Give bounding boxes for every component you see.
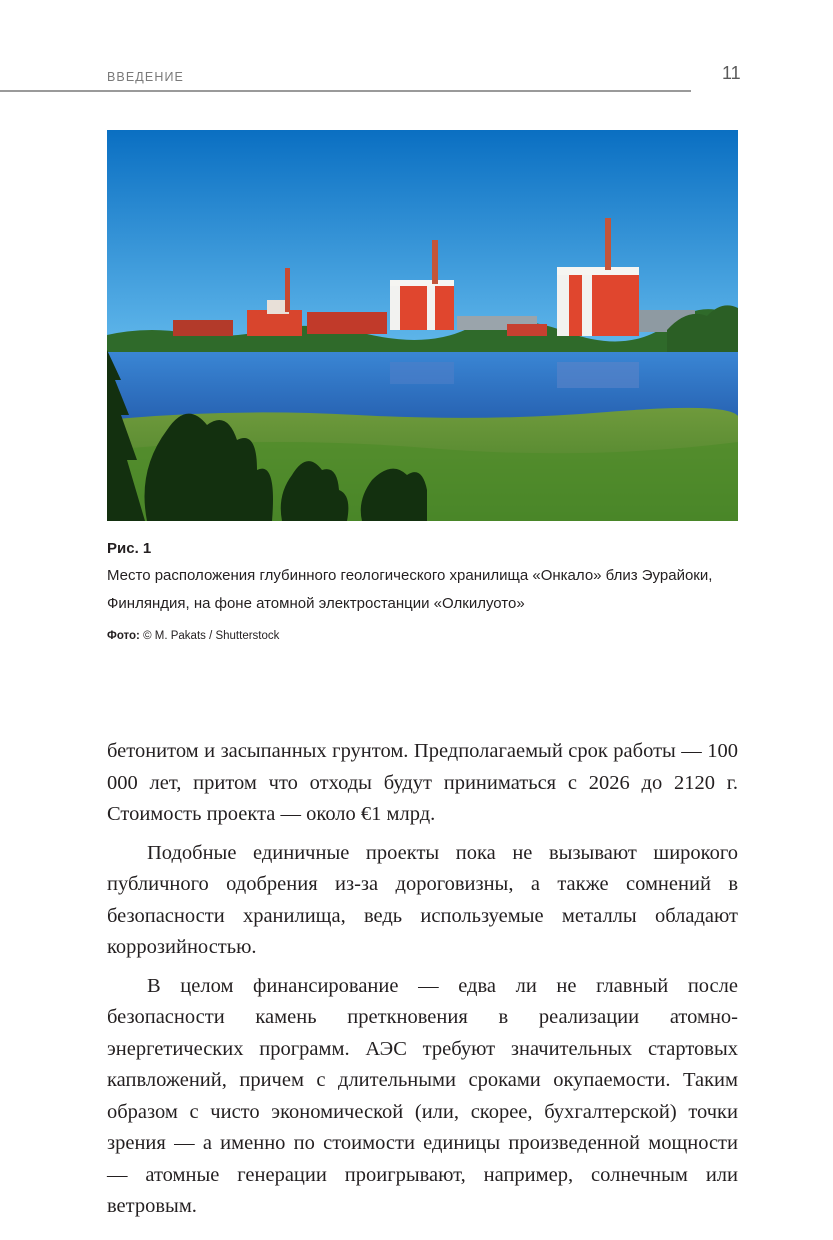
figure-photo xyxy=(107,130,738,521)
running-head: ВВЕДЕНИЕ xyxy=(107,70,184,84)
paragraph: В целом финансирование — едва ли не главный после безопасности камень преткновения в реализации атомно-энергетических программ. АЭС требуют значительных стартовых капвложений, причем с длительными сроками окупаемости. Таким образом с чисто экономической (или, скорее, бухгалтерской) точки зрения — а именно по стоимости единицы произведенной мощности — атомные генерации проигрывают, например, солнечным или ветровым. xyxy=(107,974,738,1217)
figure-label: Рис. 1 xyxy=(107,540,152,557)
paragraph: бетонитом и засыпанных грунтом. Предполагаемый срок работы — 100 000 лет, притом что отходы будут приниматься с 2026 до 2120 г. Стоимость проекта — около €1 млрд. xyxy=(107,740,738,825)
credit-text: © M. Pakats / Shutterstock xyxy=(143,630,280,642)
header-rule xyxy=(0,90,691,92)
page-number: 11 xyxy=(722,63,741,83)
paragraph: Подобные единичные проекты пока не вызывают широкого публичного одобрения из-за дороговизны, а также сомнений в безопасности хранилища, ведь используемые металлы обладают коррозийностью. xyxy=(107,841,738,958)
credit-label: Фото: xyxy=(107,630,140,642)
figure-description: Место расположения глубинного геологического хранилища «Онкало» близ Эурайоки, Финляндия, на фоне атомной электростанции «Олкилуото» xyxy=(107,567,713,612)
figure-caption xyxy=(107,538,733,642)
photo-credit xyxy=(107,630,733,642)
body-text xyxy=(107,736,738,1230)
